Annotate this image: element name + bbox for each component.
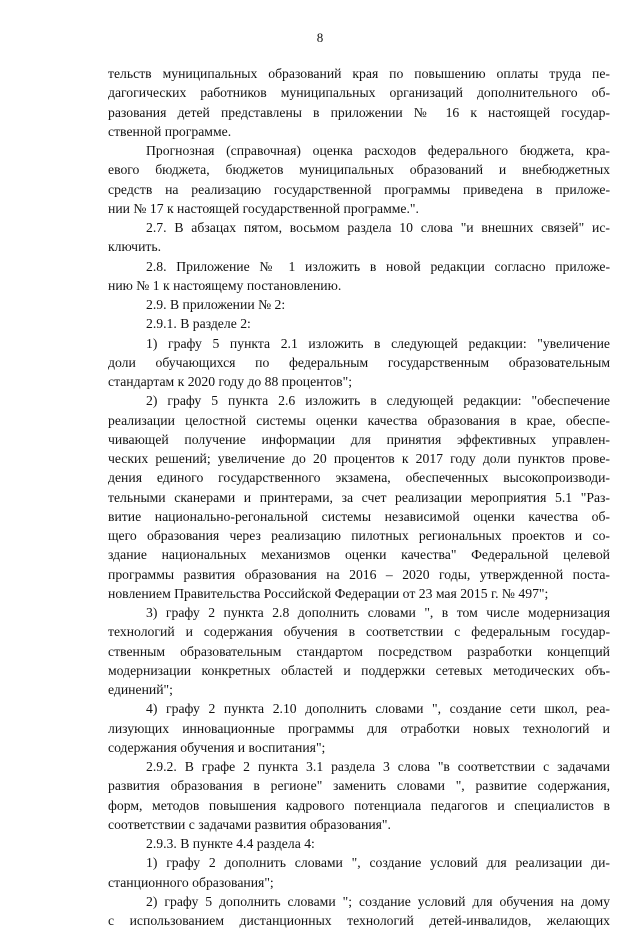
text-line: 1) графу 5 пункта 2.1 изложить в следующей редакции: "увеличение	[146, 335, 610, 351]
text-line: форм, методов повышения кадрового потенциала педагогов и специалистов в	[108, 797, 610, 813]
text-line: лизующих инновационные программы для отработки новых технологий и	[108, 720, 610, 736]
text-line: 2.9. В приложении № 2:	[146, 297, 286, 312]
text-line: ческих решений; увеличение до 20 процентов к 2017 году доли пунктов прове-	[108, 451, 610, 466]
text-line: щего образования через реализацию пилотных региональных проектов и со-	[108, 528, 610, 543]
text-line: стандартам к 2020 году до 88 процентов";	[108, 374, 353, 389]
text-line: технологий и содержания обучения в соответствии с федеральным государ-	[108, 624, 610, 640]
text-line: здание национальных механизмов оценки качества" Федеральной целевой	[108, 547, 610, 563]
text-line: чивающей получение информации для принятия эффективных управлен-	[108, 431, 610, 447]
text-line: 3) графу 2 пункта 2.8 дополнить словами ", в том числе модернизация	[146, 605, 610, 620]
text-line: с использованием дистанционных технологий детей-инвалидов, желающих	[108, 913, 610, 928]
text-line: 2) графу 5 пункта 2.6 изложить в следующей редакции: "обеспечение	[146, 393, 610, 409]
text-line: развития образования в регионе" заменить словами ", развитие содержания,	[108, 778, 610, 794]
page-number: 8	[316, 30, 324, 45]
text-line: ственным образовательным стандартом посредством разработки концепций	[108, 643, 610, 659]
text-line: средств на реализацию государственной программы приведена в приложе-	[108, 181, 610, 197]
text-line: ключить.	[108, 239, 162, 255]
text-line: новлением Правительства Российской Федерации от 23 мая 2015 г. № 497";	[108, 585, 549, 601]
text-line: 4) графу 2 пункта 2.10 дополнить словами ", создание сети школ, реа-	[146, 701, 610, 717]
text-line: тельными сканерами и принтерами, за счет реализации мероприятия 5.1 "Раз-	[108, 489, 610, 505]
text-line: 2.9.3. В пункте 4.4 раздела 4:	[146, 836, 315, 851]
text-line: 2.7. В абзацах пятом, восьмом раздела 10 слова "и внешних связей" ис-	[146, 220, 610, 235]
text-line: 2.8. Приложение № 1 изложить в новой редакции согласно приложе-	[146, 258, 610, 274]
text-line: разования детей представлены в приложении № 16 к настоящей государ-	[108, 104, 610, 120]
text-line: витие национально-регональной системы независимой оценки качества об-	[108, 508, 610, 524]
text-line: нию № 1 к настоящему постановлению.	[108, 277, 342, 293]
text-line: евого бюджета, бюджетов муниципальных образований и внебюджетных	[108, 162, 610, 178]
text-line: дения единого государственного экзамена, обеспеченных высокопроизводи-	[108, 470, 610, 486]
document-body	[108, 64, 610, 930]
text-line: Прогнозная (справочная) оценка расходов федерального бюджета, кра-	[146, 143, 610, 158]
text-line: тельств муниципальных образований края по повышению оплаты труда пе-	[108, 66, 610, 81]
text-line: единений";	[108, 682, 173, 697]
text-line: 2) графу 5 дополнить словами "; создание условий для обучения на дому	[146, 893, 610, 909]
text-line: содержания обучения и воспитания";	[108, 739, 326, 755]
text-line: нии № 17 к настоящей государственной программе.".	[108, 200, 419, 216]
text-line: программы развития образования на 2016 – 2020 годы, утвержденной поста-	[108, 566, 610, 582]
text-line: модернизации конкретных областей и поддержки сетевых методических объ-	[108, 662, 610, 678]
text-line: станционного образования";	[108, 874, 274, 890]
text-line: доли обучающихся по федеральным государственным образовательным	[108, 354, 610, 370]
text-line: соответствии с задачами развития образования".	[108, 816, 391, 832]
text-line: дагогических работников муниципальных организаций дополнительного об-	[108, 85, 610, 101]
text-line: ственной программе.	[108, 123, 232, 139]
text-line: 2.9.2. В графе 2 пункта 3.1 раздела 3 слова "в соответствии с задачами	[146, 759, 610, 774]
text-line: 1) графу 2 дополнить словами ", создание условий для реализации ди-	[146, 855, 610, 871]
text-line: 2.9.1. В разделе 2:	[146, 316, 251, 332]
text-line: реализации целостной системы оценки качества образования в крае, обеспе-	[108, 412, 610, 428]
